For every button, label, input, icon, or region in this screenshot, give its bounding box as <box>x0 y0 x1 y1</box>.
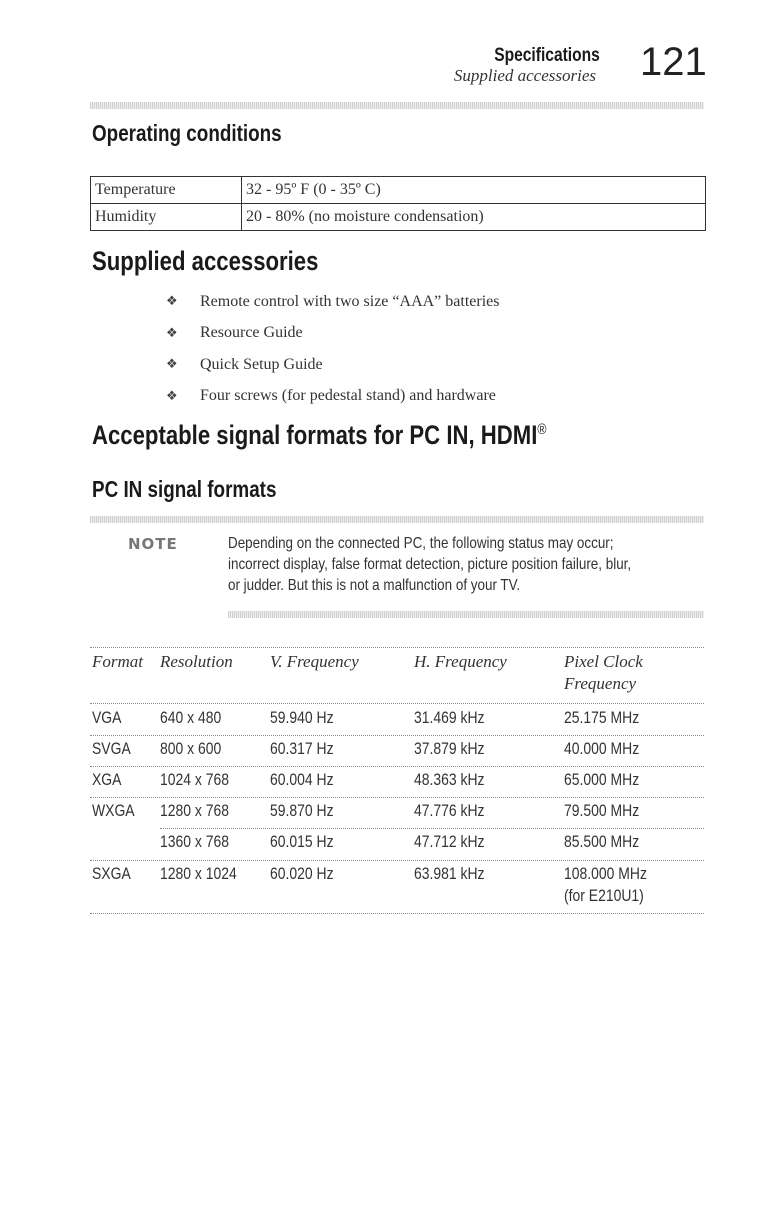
list-item <box>166 286 499 318</box>
running-header-subtitle: Supplied accessories <box>453 66 596 85</box>
page-number: 121 <box>640 40 707 84</box>
cell-pixel-clock: 40.000 MHz <box>564 739 640 758</box>
cell-format: VGA <box>92 708 122 727</box>
cell-resolution: 800 x 600 <box>160 739 222 758</box>
condition-label: Temperature <box>91 177 242 204</box>
list-item <box>166 318 499 350</box>
cell-resolution: 1280 x 768 <box>160 801 229 820</box>
row-divider <box>90 860 704 861</box>
condition-label: Humidity <box>91 204 242 231</box>
condition-value: 32 - 95º F (0 - 35º C) <box>242 177 706 204</box>
list-item-label: Four screws (for pedestal stand) and hardware <box>200 387 496 405</box>
list-item <box>166 381 499 413</box>
list-item-label: Remote control with two size “AAA” batteries <box>200 292 500 310</box>
note-bottom-rule <box>228 611 704 618</box>
cell-v-frequency: 60.015 Hz <box>270 832 334 851</box>
table-row <box>91 204 706 231</box>
cell-resolution: 1360 x 768 <box>160 832 229 851</box>
row-divider <box>90 703 704 704</box>
cell-v-frequency: 60.317 Hz <box>270 739 334 758</box>
diamond-bullet-icon: ❖ <box>166 388 178 404</box>
cell-pixel-clock: 85.500 MHz <box>564 832 640 851</box>
row-divider <box>160 828 704 829</box>
cell-pixel-clock: 79.500 MHz <box>564 801 640 820</box>
cell-format: SXGA <box>92 864 131 883</box>
col-header-v-frequency: V. Frequency <box>270 652 359 671</box>
row-divider <box>90 735 704 736</box>
accessories-list <box>166 286 499 412</box>
cell-pixel-clock: 25.175 MHz <box>564 708 640 727</box>
cell-pixel-clock-note: (for E210U1) <box>564 886 644 905</box>
table-top-rule <box>90 647 704 648</box>
cell-format: SVGA <box>92 739 131 758</box>
col-header-h-frequency: H. Frequency <box>414 652 507 671</box>
list-item <box>166 349 499 381</box>
cell-h-frequency: 47.712 kHz <box>414 832 485 851</box>
cell-pixel-clock: 108.000 MHz <box>564 864 647 883</box>
header-rule <box>90 102 704 109</box>
cell-h-frequency: 63.981 kHz <box>414 864 485 883</box>
list-item-label: Resource Guide <box>200 324 303 342</box>
col-header-resolution: Resolution <box>160 652 233 671</box>
operating-conditions-table <box>90 176 706 231</box>
cell-v-frequency: 59.940 Hz <box>270 708 334 727</box>
note-text-line: or judder. But this is not a malfunction of your TV. <box>228 577 521 594</box>
note-text-line: Depending on the connected PC, the following status may occur; <box>228 535 614 552</box>
cell-pixel-clock: 65.000 MHz <box>564 770 640 789</box>
note-top-rule <box>90 516 704 523</box>
diamond-bullet-icon: ❖ <box>166 294 178 310</box>
col-header-pixel-clock: Pixel Clock <box>564 652 643 671</box>
table-bottom-rule <box>90 913 704 914</box>
pc-in-heading: PC IN signal formats <box>92 476 277 502</box>
cell-format: XGA <box>92 770 122 789</box>
signal-formats-heading: Acceptable signal formats for PC IN, HDMI® <box>92 420 547 450</box>
running-header-title: Specifications <box>494 45 600 66</box>
cell-v-frequency: 59.870 Hz <box>270 801 334 820</box>
col-header-pixel-clock-line2: Frequency <box>564 674 637 693</box>
note-label: NOTE <box>128 535 178 553</box>
cell-h-frequency: 47.776 kHz <box>414 801 485 820</box>
cell-h-frequency: 37.879 kHz <box>414 739 485 758</box>
cell-resolution: 1024 x 768 <box>160 770 229 789</box>
supplied-accessories-heading: Supplied accessories <box>92 246 319 276</box>
operating-conditions-heading: Operating conditions <box>92 120 282 146</box>
col-header-format: Format <box>92 652 143 671</box>
row-divider <box>90 797 704 798</box>
diamond-bullet-icon: ❖ <box>166 325 178 341</box>
cell-resolution: 1280 x 1024 <box>160 864 237 883</box>
note-text-line: incorrect display, false format detection, picture position failure, blur, <box>228 556 632 573</box>
row-divider <box>90 766 704 767</box>
condition-value: 20 - 80% (no moisture condensation) <box>242 204 706 231</box>
diamond-bullet-icon: ❖ <box>166 357 178 373</box>
cell-format: WXGA <box>92 801 135 820</box>
registered-mark: ® <box>537 421 547 438</box>
table-row <box>91 177 706 204</box>
cell-h-frequency: 48.363 kHz <box>414 770 485 789</box>
cell-v-frequency: 60.004 Hz <box>270 770 334 789</box>
list-item-label: Quick Setup Guide <box>200 355 323 373</box>
cell-h-frequency: 31.469 kHz <box>414 708 485 727</box>
cell-v-frequency: 60.020 Hz <box>270 864 334 883</box>
cell-resolution: 640 x 480 <box>160 708 222 727</box>
